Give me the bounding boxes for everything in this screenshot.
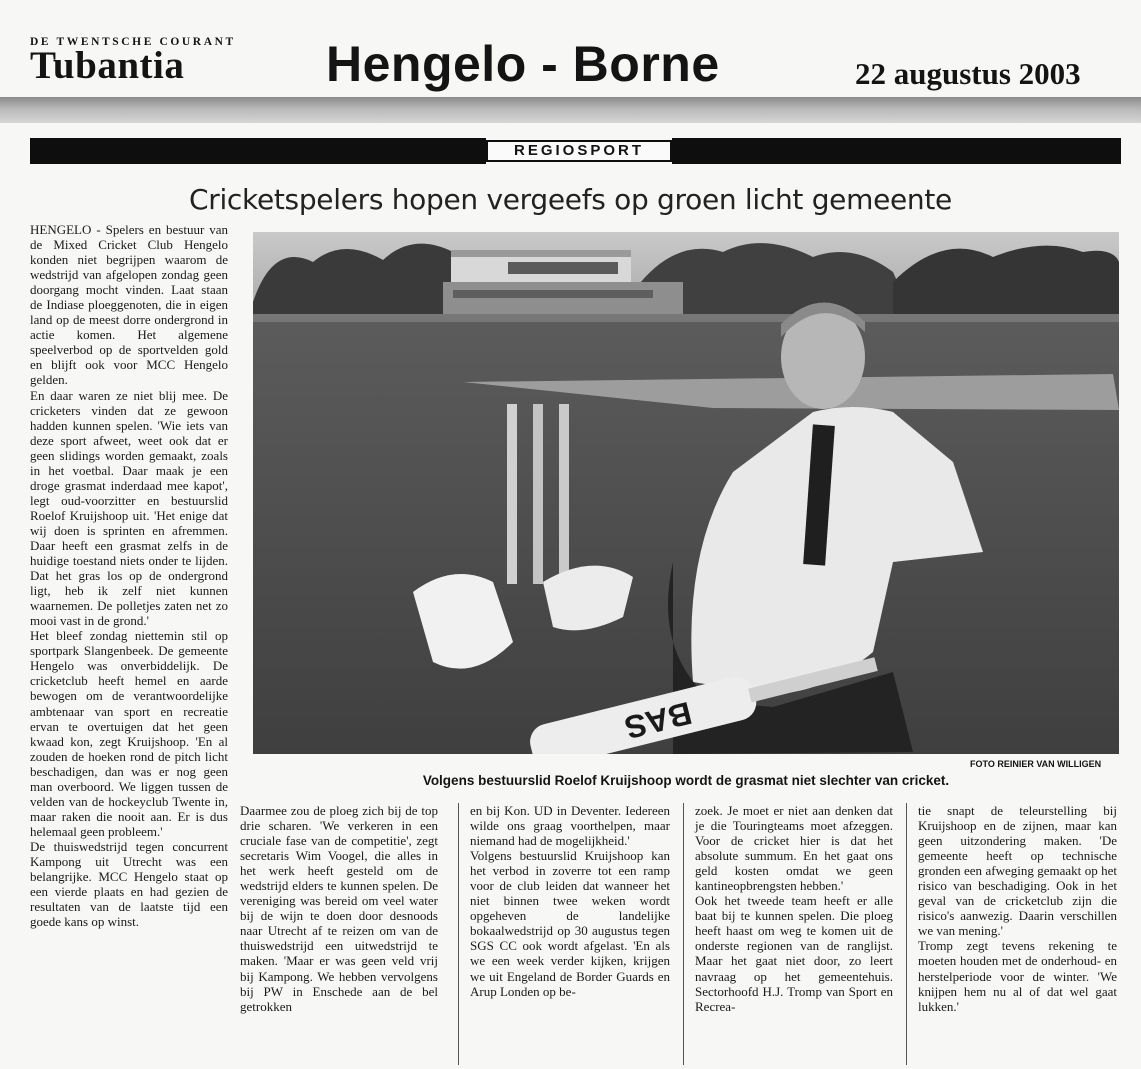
rubric-bar-left [30, 138, 486, 164]
bat-label: BAS [621, 694, 696, 747]
paragraph: Het bleef zondag niettemin stil op sportpark Slangenbeek. De gemeente Hengelo was onverbiddelijk. De cricketclub heeft hemel en aarde bewogen om de verantwoordelijke ambtenaar van sport en recreatie ervan te overtuigen dat het geen kwaad kon, zegt Kruijshoop. 'En al zouden de hoeken rond de pitch licht beschadigen, dan was er nog geen man overboord. We liggen tussen de velden van de hockeyclub Twente in, maar raken die nooit aan. Er is dus helemaal geen probleem.' [30, 628, 228, 839]
paragraph: En daar waren ze niet blij mee. De cricketers vinden dat ze gewoon hadden kunnen spelen. 'Wie iets van deze sport afweet, weet ook dat er geen slidings worden gemaakt, zoals in het voetbal. Daar maak je een droge grasmat inderdaad mee kapot', legt oud-voorzitter en bestuurslid Roelof Kruijshoop uit. 'Het enige dat wij doen is sprinten en afremmen. Daar heeft een grasmat zelfs in de huidige toestand niets onder te lijden. Dat het gras los op de ondergrond ligt, heb ik zelf niet kunnen waarnemen. De polletjes zaten net zo mooi vast in de grond.' [30, 387, 228, 629]
regional-section-title: Hengelo - Borne [326, 36, 720, 92]
column-divider [906, 803, 907, 1065]
paragraph: tie snapt de teleurstelling bij Kruijshoop en de zijnen, maar kan geen uitzondering maken. 'De gemeente heeft op technische gronden een afweging gemaakt op het risico van beschadiging. Ook in het geval van de cricketclub zijn die risico's aanwezig. Daarin verschillen we van mening.' [918, 803, 1117, 939]
masthead-gray-rule [0, 97, 1141, 123]
stumps [507, 404, 517, 584]
paragraph: Tromp zegt tevens rekening te moeten houden met de onderhoud- en herstelperiode voor de winter. 'We knijpen hem nu al of dat wel gaat lukken.' [918, 938, 1117, 1014]
rubric-bar-right [672, 138, 1121, 164]
article-headline: Cricketspelers hopen vergeefs op groen licht gemeente [188, 183, 952, 216]
article-column-5 [918, 803, 1117, 1014]
column-divider [458, 803, 459, 1065]
article-column-2 [240, 803, 438, 1014]
edition-date: 22 augustus 2003 [855, 56, 1081, 91]
paragraph: zoek. Je moet er niet aan denken dat je die Touringteams moet afzeggen. Voor de cricket hier is dat het absolute summum. En het gaat ons geld kosten omdat we geen kantineopbrengsten hebben.' [695, 803, 893, 894]
paragraph: De thuiswedstrijd tegen concurrent Kampong uit Utrecht was een belangrijke. MCC Hengelo staat op een vierde plaats en had gezien de resultaten van de laatste tijd een goede kans op winst. [30, 838, 228, 930]
photo-illustration [253, 232, 1119, 754]
newspaper-subtitle: DE TWENTSCHE COURANT [30, 36, 236, 48]
paragraph: Volgens bestuurslid Kruijshoop kan het verbod in zoverre tot een ramp voor de club leiden dat wanneer het niet binnen twee weken wordt opgeheven de landelijke bokaalwedstrijd op 30 augustus tegen SGS CC ook wordt afgelast. 'En als we een week verder kijken, krijgen we uit Engeland de Border Guards en Arup Londen op be- [470, 848, 670, 999]
paragraph: HENGELO - Spelers en bestuur van de Mixed Cricket Club Hengelo konden niet begrijpen waarom de wedstrijd van afgelopen zondag geen doorgang mocht vinden. Laat staan de Indiase ploeggenoten, die in eigen land op de meest dorre ondergrond in actie komen. Het algemene speelverbod op de sportvelden gold en blijft ook voor MCC Hengelo gelden. [30, 222, 228, 388]
newspaper-name: Tubantia [30, 44, 185, 87]
rubric-label: REGIOSPORT [486, 140, 672, 162]
photo-caption: Volgens bestuurslid Roelof Kruijshoop wordt de grasmat niet slechter van cricket. [422, 773, 950, 788]
column-divider [683, 803, 684, 1065]
article-photo [253, 232, 1119, 754]
article-column-4 [695, 803, 893, 1014]
paragraph: en bij Kon. UD in Deventer. Iedereen wilde ons graag voorthelpen, maar niemand had de mogelijkheid.' [470, 803, 670, 849]
article-column-1 [30, 222, 228, 929]
photo-credit: FOTO REINIER VAN WILLIGEN [970, 759, 1102, 769]
paragraph: Ook het tweede team heeft er alle baat bij te kunnen spelen. Die ploeg heeft haast om weg te komen uit de onderste regionen van de ranglijst. Maar het gaat niet door, zo leert navraag op het gemeentehuis. Sectorhoofd H.J. Tromp van Sport en Recrea- [695, 893, 893, 1014]
paragraph: Daarmee zou de ploeg zich bij de top drie scharen. 'We verkeren in een cruciale fase van de competitie', zegt secretaris Wim Voogel, die alles in het werk heeft gesteld om de wedstrijd elders te kunnen spelen. De vereniging was bereid om veel water bij de wijn te doen door desnoods naar Utrecht af te reizen om van de thuiswedstrijd een uitwedstrijd te maken. 'Maar er was geen veld vrij bij Kampong. We hebben vervolgens bij PW in Enschede aan de bel getrokken [240, 803, 438, 1014]
article-column-3 [470, 803, 670, 999]
